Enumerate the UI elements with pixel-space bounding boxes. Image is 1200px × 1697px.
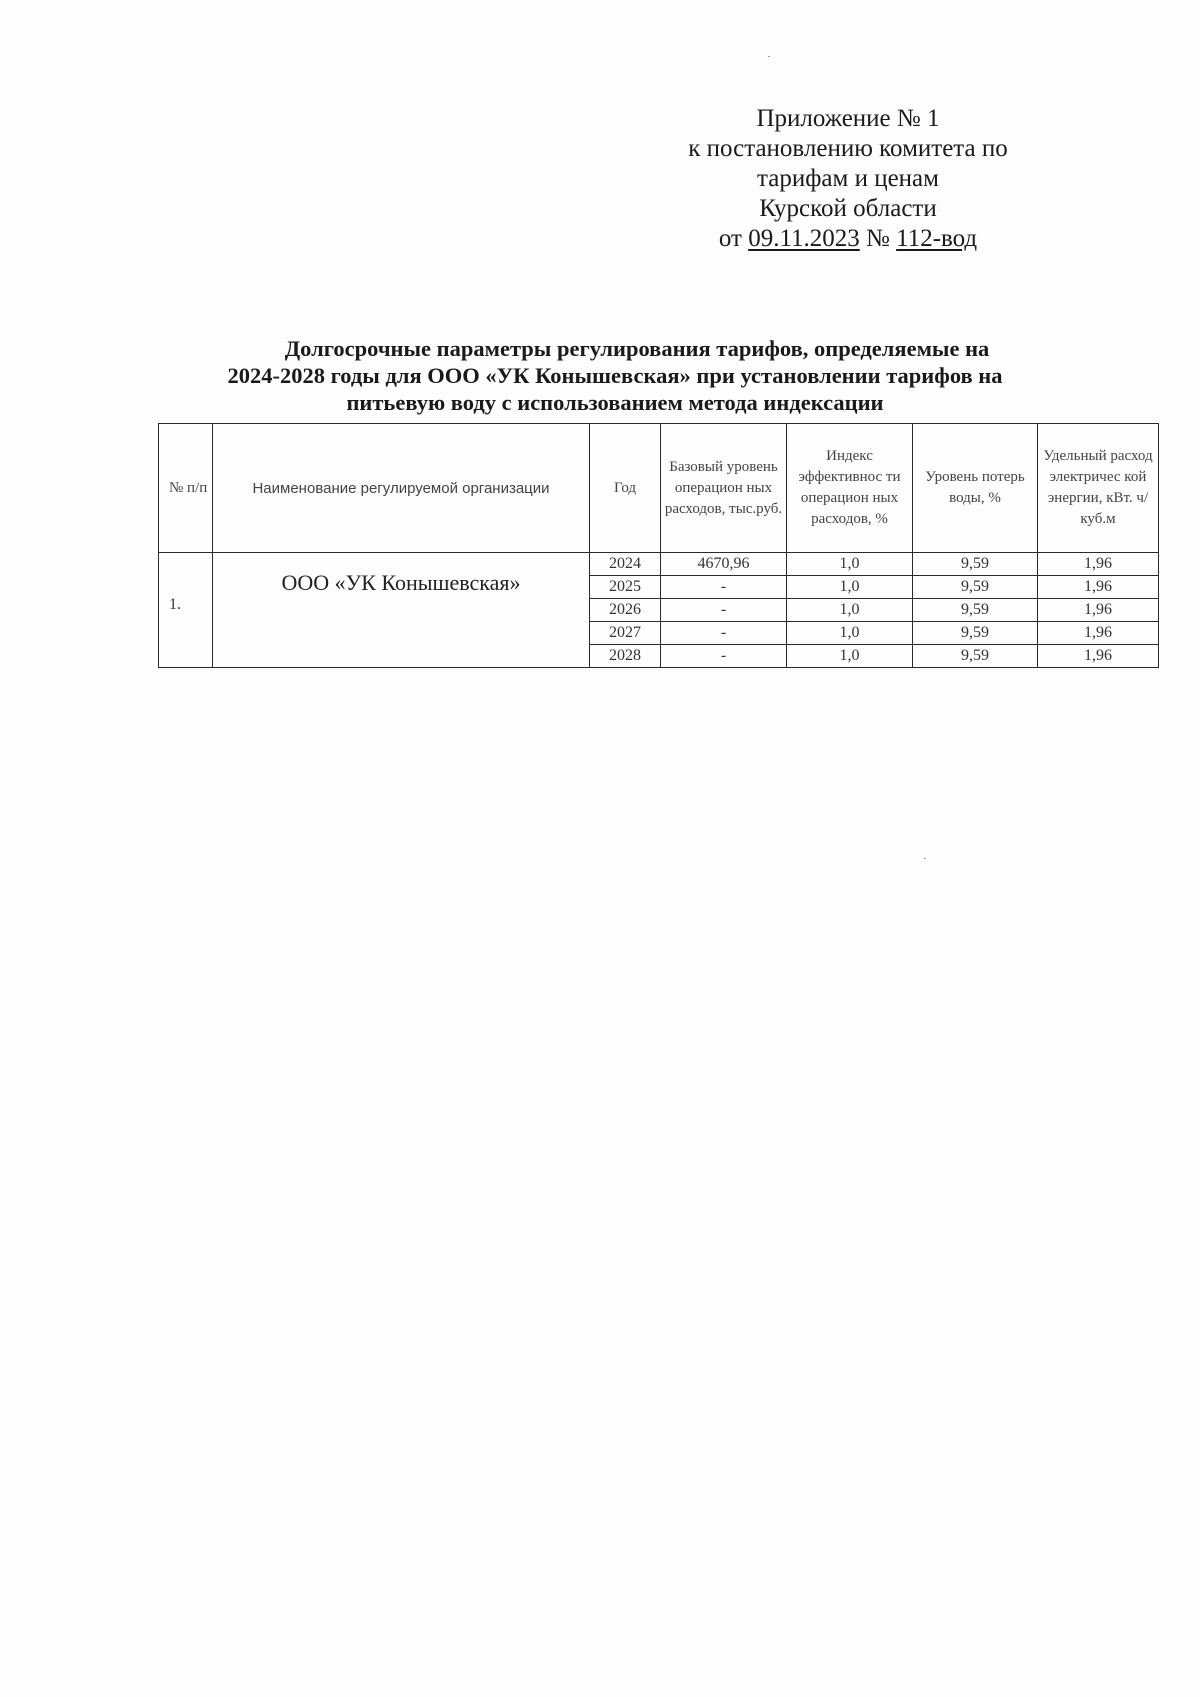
- header-water-loss: Уровень потерь воды, %: [913, 424, 1038, 553]
- header-base-level: Базовый уровень операцион ных расходов, тыс.руб.: [661, 424, 787, 553]
- cell-efficiency-index: 1,0: [787, 599, 913, 622]
- cell-year: 2026: [590, 599, 661, 622]
- row-number: 1.: [159, 553, 213, 668]
- table-body: [159, 553, 1159, 668]
- organization-name: ООО «УК Конышевская»: [213, 553, 590, 668]
- scan-speck: [924, 858, 926, 859]
- date-prefix: от: [718, 225, 742, 252]
- cell-water-loss: 9,59: [913, 645, 1038, 668]
- cell-base-level: -: [661, 645, 787, 668]
- title-line-1: Долгосрочные параметры регулирования тарифов, определяемые на: [284, 336, 990, 361]
- cell-year: 2028: [590, 645, 661, 668]
- decree-number: 112-вод: [896, 225, 978, 252]
- parameters-table: [158, 423, 1159, 668]
- header-num: № п/п: [159, 424, 213, 553]
- cell-base-level: -: [661, 576, 787, 599]
- cell-water-loss: 9,59: [913, 622, 1038, 645]
- appendix-date-line: [628, 224, 1068, 254]
- decree-date: 09.11.2023: [748, 225, 860, 252]
- cell-energy: 1,96: [1038, 622, 1159, 645]
- appendix-line-2: к постановлению комитета по: [688, 135, 1008, 162]
- cell-energy: 1,96: [1038, 553, 1159, 576]
- cell-year: 2027: [590, 622, 661, 645]
- cell-water-loss: 9,59: [913, 599, 1038, 622]
- appendix-line-4: Курской области: [759, 195, 937, 222]
- table-header-row: [159, 424, 1159, 553]
- number-sign: №: [866, 225, 890, 252]
- table-row: [159, 553, 1159, 576]
- title-line-2: 2024-2028 годы для ООО «УК Конышевская» при установлении тарифов на: [227, 363, 1003, 388]
- header-organization: Наименование регулируемой организации: [213, 424, 590, 553]
- header-energy: Удельный расход электричес кой энергии, кВт. ч/куб.м: [1038, 424, 1159, 553]
- cell-base-level: 4670,96: [661, 553, 787, 576]
- appendix-line-3: тарифам и ценам: [757, 165, 939, 192]
- header-year: Год: [590, 424, 661, 553]
- header-efficiency-index: Индекс эффективнос ти операцион ных расходов, %: [787, 424, 913, 553]
- cell-efficiency-index: 1,0: [787, 576, 913, 599]
- cell-energy: 1,96: [1038, 599, 1159, 622]
- cell-year: 2024: [590, 553, 661, 576]
- appendix-header: [628, 104, 1068, 254]
- cell-water-loss: 9,59: [913, 553, 1038, 576]
- cell-base-level: -: [661, 599, 787, 622]
- document-title: [150, 335, 1080, 416]
- scan-speck: [768, 56, 770, 57]
- cell-efficiency-index: 1,0: [787, 553, 913, 576]
- cell-water-loss: 9,59: [913, 576, 1038, 599]
- appendix-line-1: Приложение № 1: [756, 105, 940, 132]
- title-line-3: питьевую воду с использованием метода индексации: [346, 390, 884, 415]
- cell-energy: 1,96: [1038, 645, 1159, 668]
- cell-energy: 1,96: [1038, 576, 1159, 599]
- cell-base-level: -: [661, 622, 787, 645]
- cell-efficiency-index: 1,0: [787, 622, 913, 645]
- cell-year: 2025: [590, 576, 661, 599]
- cell-efficiency-index: 1,0: [787, 645, 913, 668]
